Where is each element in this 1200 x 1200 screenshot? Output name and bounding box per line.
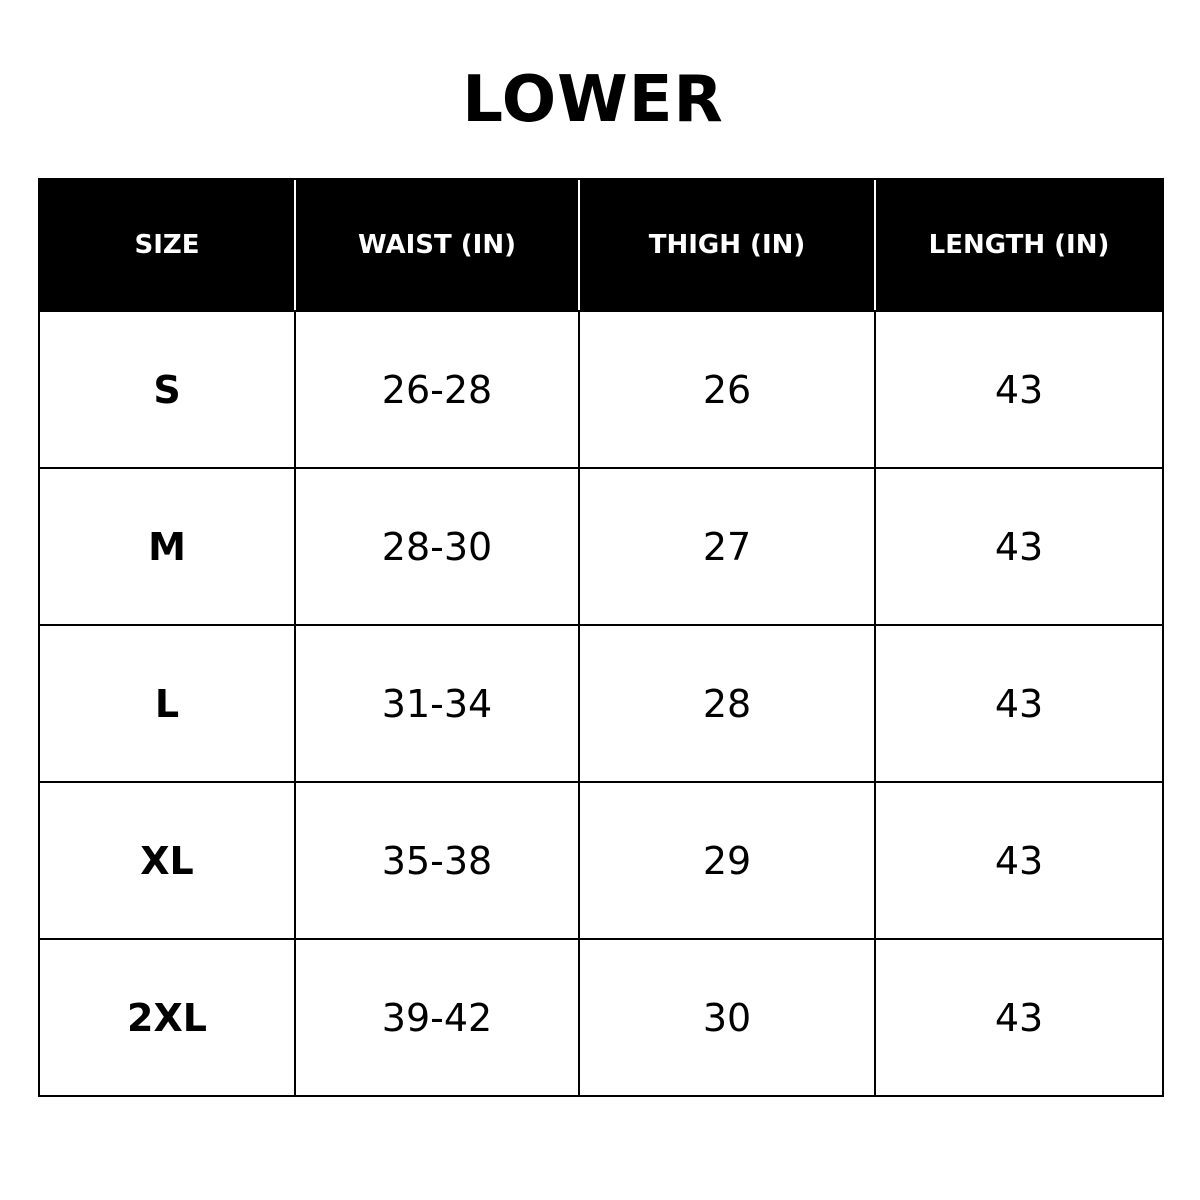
size-cell: XL (39, 782, 295, 939)
waist-cell: 35-38 (295, 782, 579, 939)
thigh-cell: 30 (579, 939, 875, 1096)
length-cell: 43 (875, 625, 1163, 782)
column-header-waist: WAIST (IN) (295, 179, 579, 311)
waist-cell: 39-42 (295, 939, 579, 1096)
waist-cell: 31-34 (295, 625, 579, 782)
size-cell: 2XL (39, 939, 295, 1096)
thigh-cell: 28 (579, 625, 875, 782)
waist-cell: 28-30 (295, 468, 579, 625)
length-cell: 43 (875, 468, 1163, 625)
table-row (39, 782, 1163, 939)
length-cell: 43 (875, 782, 1163, 939)
table-header-row (39, 179, 1163, 311)
table-row (39, 939, 1163, 1096)
waist-cell: 26-28 (295, 311, 579, 468)
table-row (39, 625, 1163, 782)
table-row (39, 468, 1163, 625)
size-cell: L (39, 625, 295, 782)
length-cell: 43 (875, 939, 1163, 1096)
page-title: LOWER (462, 63, 724, 137)
thigh-cell: 27 (579, 468, 875, 625)
column-header-length: LENGTH (IN) (875, 179, 1163, 311)
column-header-size: SIZE (39, 179, 295, 311)
size-cell: M (39, 468, 295, 625)
table-row (39, 311, 1163, 468)
length-cell: 43 (875, 311, 1163, 468)
column-header-thigh: THIGH (IN) (579, 179, 875, 311)
thigh-cell: 26 (579, 311, 875, 468)
size-cell: S (39, 311, 295, 468)
size-chart-table (38, 178, 1164, 1097)
thigh-cell: 29 (579, 782, 875, 939)
